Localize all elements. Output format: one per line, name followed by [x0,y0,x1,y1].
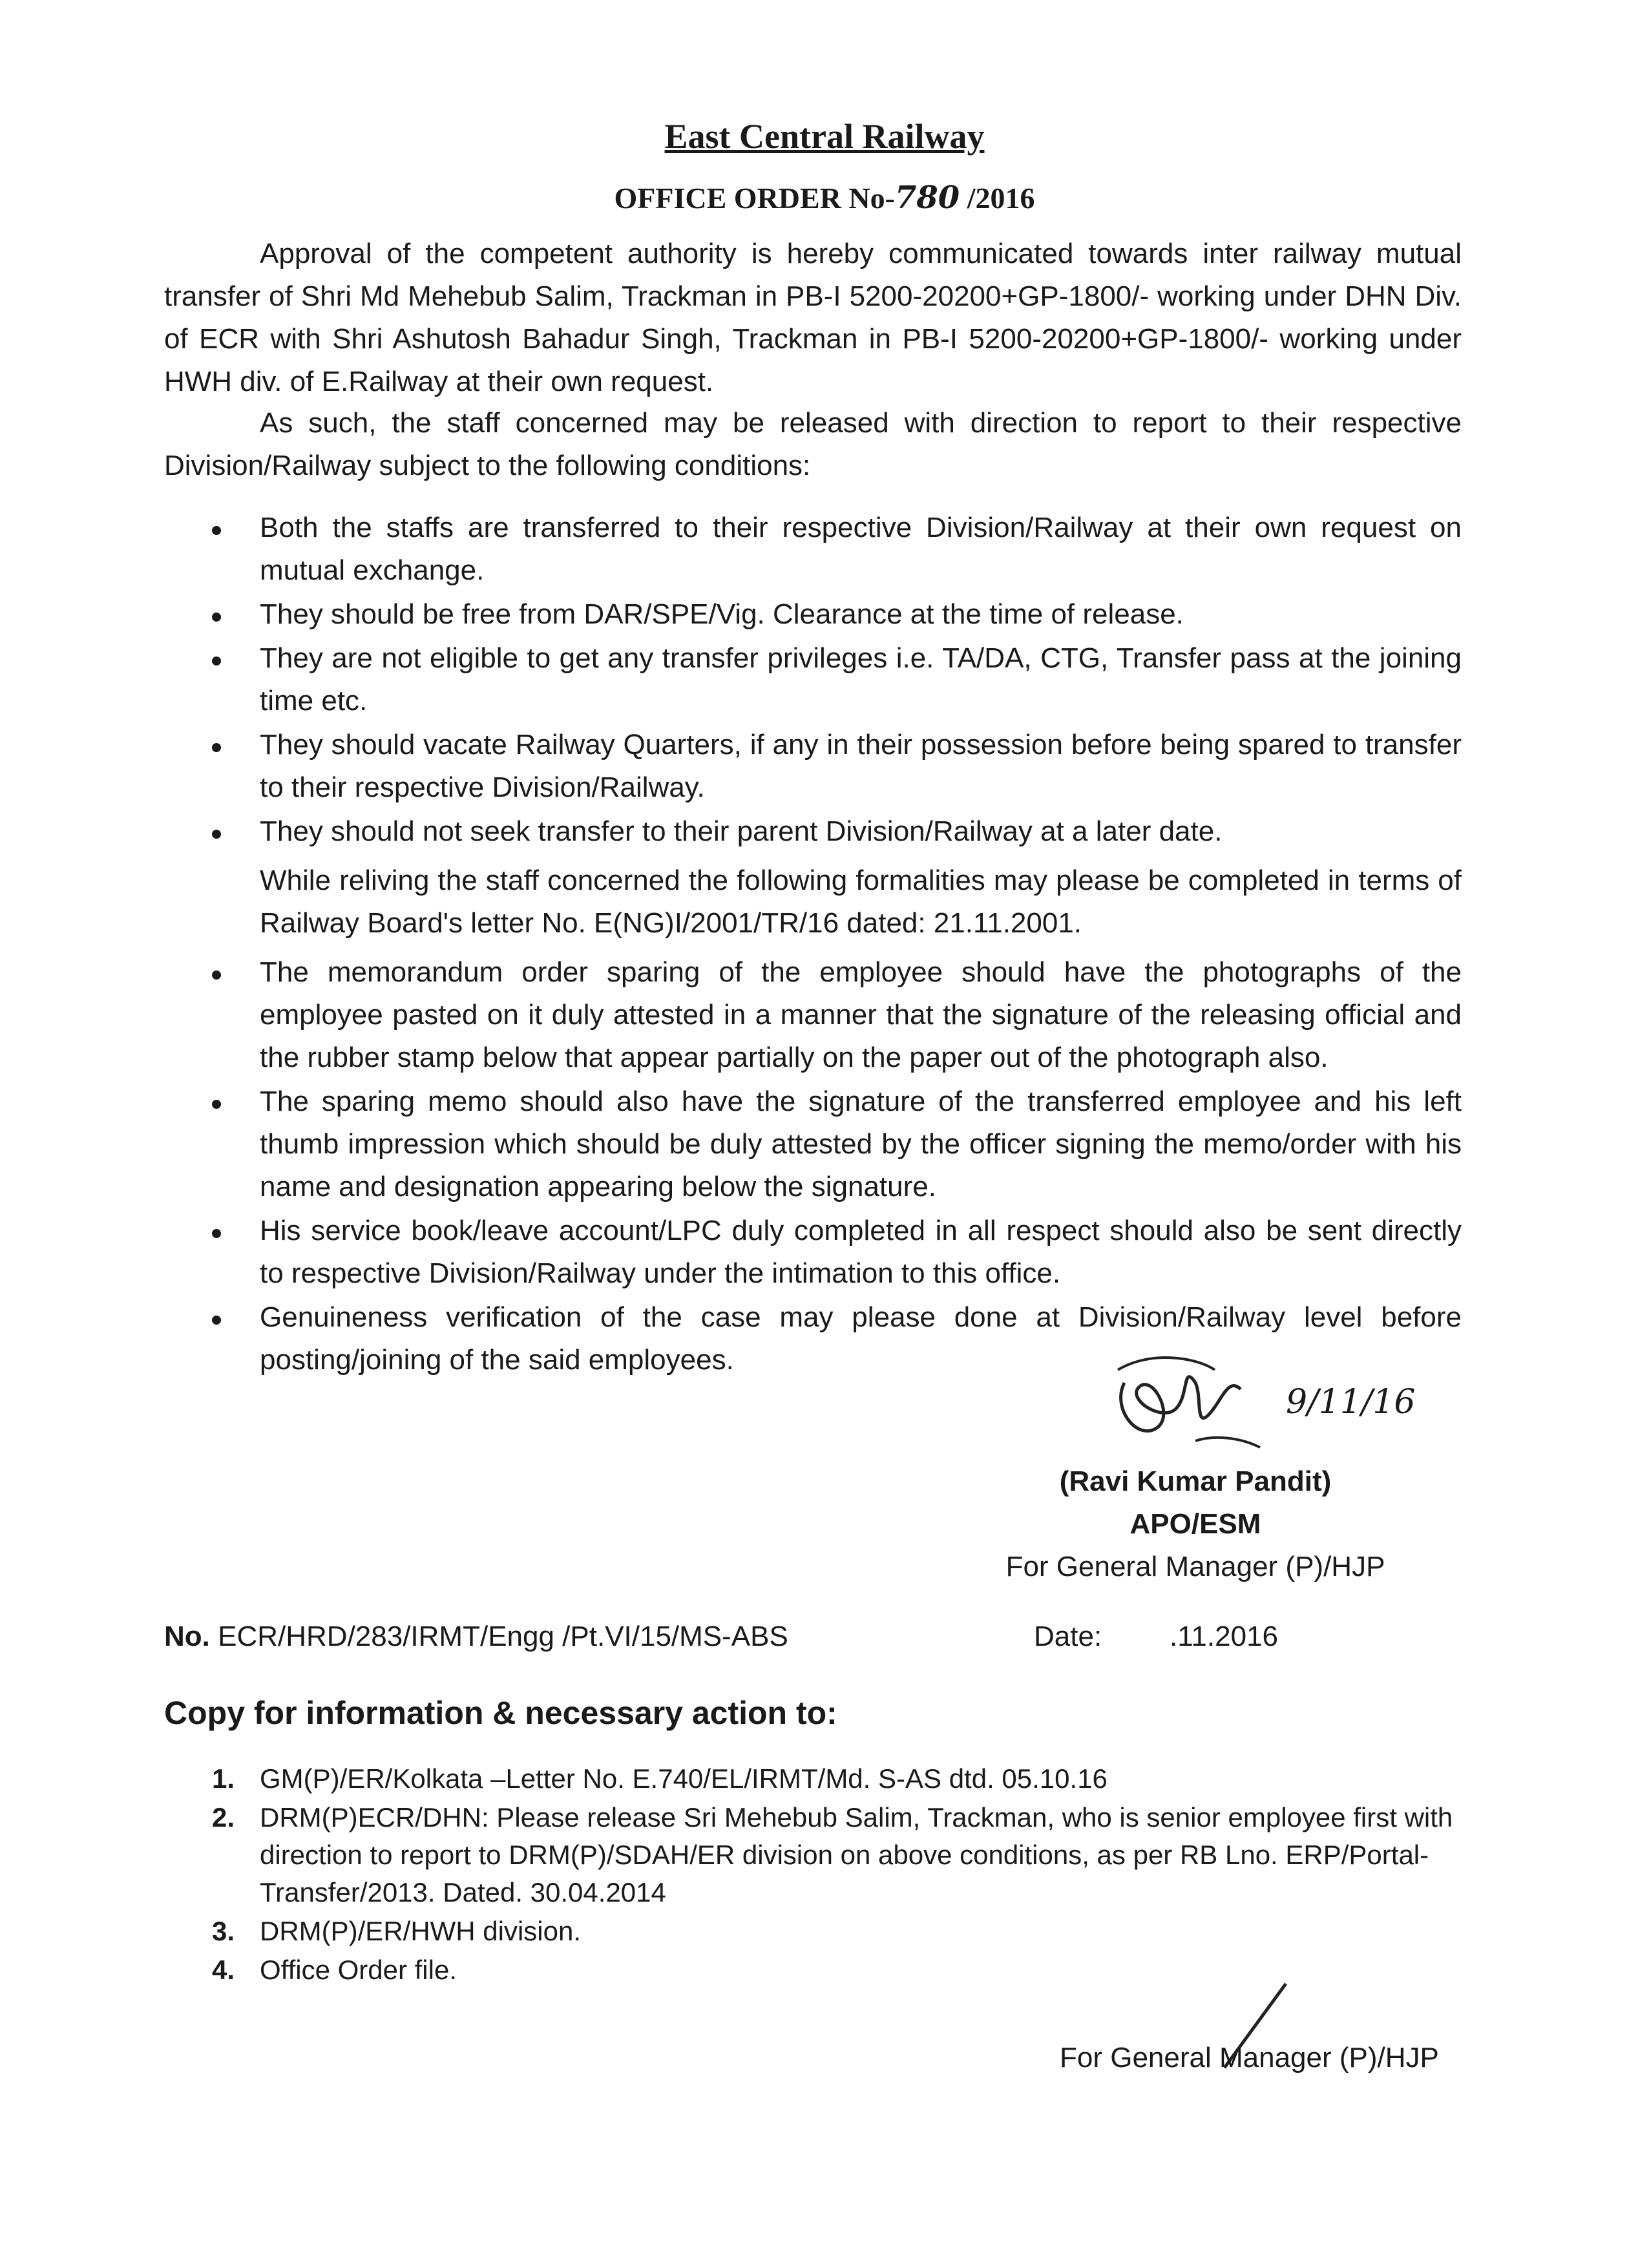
signature-date: 9/11/16 [1286,1383,1416,1422]
reference-date-label: Date: [1034,1621,1102,1652]
approval-paragraph: Approval of the competent authority is hereby communicated towards inter railway mutual transfer of Shri Md Mehebub Salim, Trackman in PB-I 5200-20200+GP-1800/- working under DHN Div. of ECR with Shri Ashutosh Bahadur Singh, Trackman in PB-I 5200-20200+GP-1800/- working under HWH div. of E.Railway at their own request. [164,238,1462,397]
handwritten-signature [1098,1344,1305,1473]
reference-line [164,1615,1462,1658]
reference-no-label: No. [164,1621,210,1652]
list-item: The memorandum order sparing of the employee should have the photographs of the employee pasted on it duly attested in a manner that the signature of the releasing official and the rubber stamp below that appear partially on the paper out of the photograph also. [164,951,1462,1079]
conditions-list [164,507,1462,854]
release-paragraph: As such, the staff concerned may be released with direction to report to their respective Division/Railway subject to the following conditions: [164,407,1462,481]
order-number-handwritten: 780 [894,180,960,216]
formalities-paragraph: While reliving the staff concerned the following formalities may please be completed in terms of Railway Board's letter No. E(NG)I/2001/TR/16 dated: 21.11.2001. [260,865,1462,939]
order-prefix: OFFICE ORDER No- [614,182,895,215]
list-item: They should be free from DAR/SPE/Vig. Clearance at the time of release. [164,593,1462,636]
list-item: 2. DRM(P)ECR/DHN: Please release Sri Mehebub Salim, Trackman, who is senior employee first with direction to report to DRM(P)/SDAH/ER division on above conditions, as per RB Lno. ERP/Portal-Transfer/2013. Dated. 30.04.2014 [212,1802,1453,1907]
bullet-icon [212,656,221,666]
list-item: 1. GM(P)/ER/Kolkata –Letter No. E.740/EL/IRMT/Md. S-AS dtd. 05.10.16 [212,1763,1108,1794]
office-order-number [0,180,1649,216]
list-item: 4. Office Order file. [212,1955,457,1985]
list-item: They should vacate Railway Quarters, if any in their possession before being spared to transfer to their respective Division/Railway. [164,724,1462,809]
list-item: The sparing memo should also have the signature of the transferred employee and his left thumb impression which should be duly attested by the officer signing the memo/order with his name and designation appearing below the signature. [164,1080,1462,1208]
bullet-icon [212,1229,221,1238]
bullet-icon [212,743,221,752]
list-item: They are not eligible to get any transfer privileges i.e. TA/DA, CTG, Transfer pass at the joining time etc. [164,637,1462,722]
bullet-icon [212,1316,221,1325]
copy-list [164,1760,1462,1990]
list-item: His service book/leave account/LPC duly completed in all respect should also be sent directly to respective Division/Railway under the intimation to this office. [164,1210,1462,1295]
list-item: Both the staffs are transferred to their respective Division/Railway at their own request on mutual exchange. [164,507,1462,592]
list-item: They should not seek transfer to their parent Division/Railway at a later date. [164,810,1462,853]
signatory-name: (Ravi Kumar Pandit) [1059,1465,1332,1497]
bullet-icon [212,526,221,535]
bullet-icon [212,613,221,622]
signatory-designation: APO/ESM [1129,1508,1261,1540]
footer-for-line: For General Manager (P)/HJP [1060,2042,1439,2074]
list-item: Genuineness verification of the case may please done at Division/Railway level before posting/joining of the said employees. [164,1296,1462,1381]
reference-no-value: ECR/HRD/283/IRMT/Engg /Pt.VI/15/MS-ABS [218,1621,788,1652]
organization-title: East Central Railway [664,117,985,156]
bullet-icon [212,830,221,839]
copy-heading: Copy for information & necessary action to: [164,1695,837,1731]
signatory-for-line: For General Manager (P)/HJP [1005,1551,1385,1582]
list-item: 3. DRM(P)/ER/HWH division. [212,1916,582,1946]
bullet-icon [212,1100,221,1109]
formalities-list [164,951,1462,1383]
bullet-icon [212,971,221,980]
reference-date-value: .11.2016 [1170,1621,1279,1652]
order-suffix: /2016 [960,182,1035,215]
